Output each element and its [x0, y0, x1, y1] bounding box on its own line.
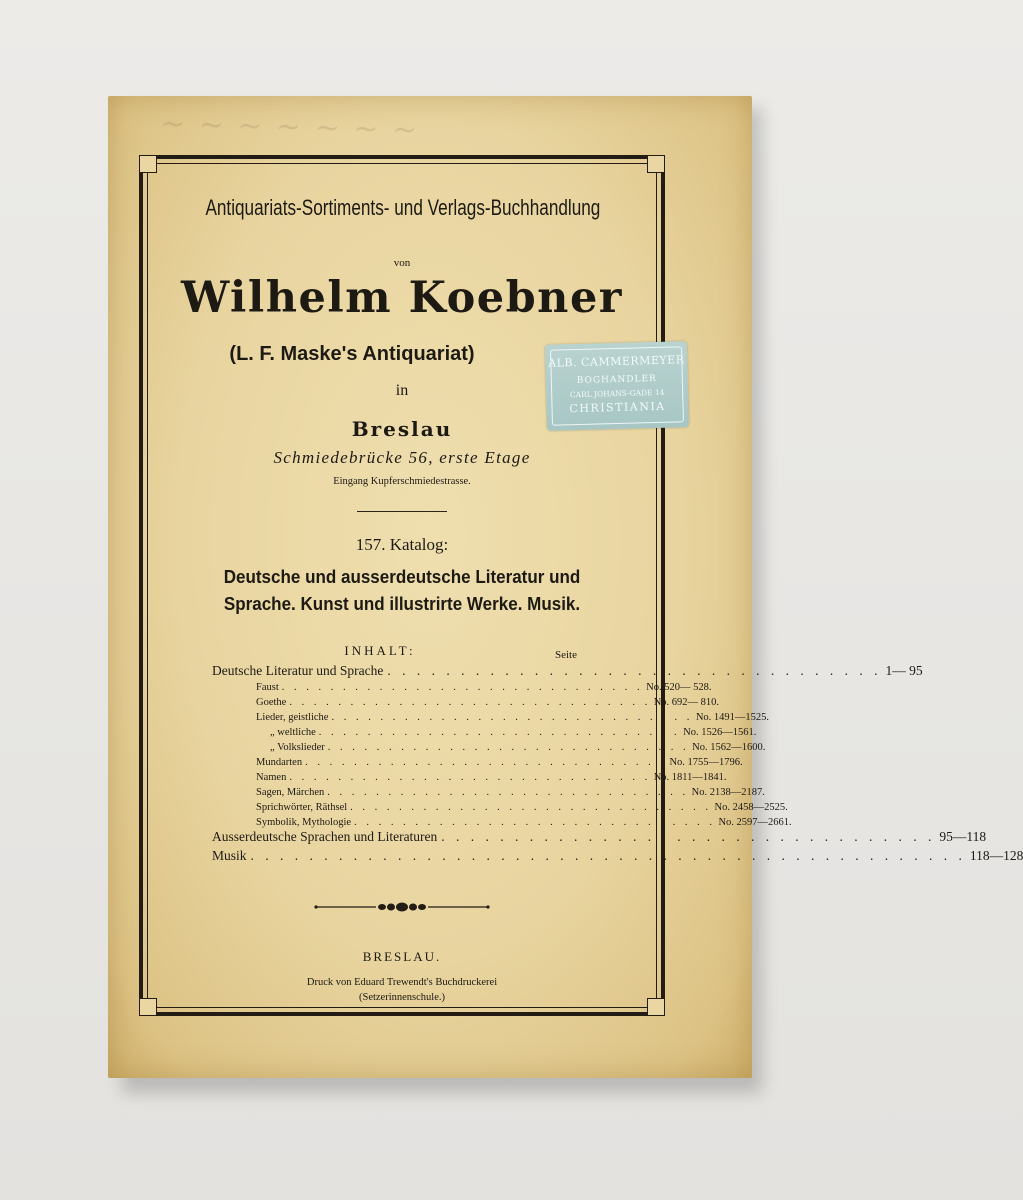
toc-label: Goethe [256, 697, 287, 708]
toc-sub-entry [256, 712, 770, 723]
divider-rule [357, 511, 447, 512]
leader-dots: . . . . . . . . . . . . . . . . . . . . . . . . . . . . . . [354, 817, 716, 828]
toc-label: Faust [256, 682, 279, 693]
leader-dots: . . . . . . . . . . . . . . . . . . . . . . . . . . . . . . . . . . [387, 663, 882, 678]
frame-corner-ornament [647, 155, 665, 173]
leader-dots: . . . . . . . . . . . . . . . . . . . . . . . . . . . . . . . . . . [441, 829, 936, 844]
toc-main-entry [212, 829, 987, 845]
toc-sub-entry [256, 787, 765, 798]
toc-main-entry [212, 663, 923, 679]
leader-dots: . . . . . . . . . . . . . . . . . . . . . . . . . . . . . . [350, 802, 712, 813]
subject-line: Sprache. Kunst und illustrirte Werke. Musik. [223, 593, 581, 614]
bookseller-stamp [545, 341, 689, 431]
toc-label: Musik [212, 848, 247, 863]
catalog-subject [170, 563, 634, 617]
toc-sub-entry [256, 697, 720, 708]
toc-sub-entry [270, 727, 757, 738]
toc-label: „ Volkslieder [270, 742, 325, 753]
page-column-label: Seite [555, 649, 577, 661]
toc-main-entry [212, 848, 1023, 864]
printer-line: Druck von Eduard Trewendt's Buchdruckerei [306, 977, 498, 988]
toc-pages: 95—118 [939, 829, 987, 844]
toc-numbers: No. 520— 528. [646, 682, 712, 693]
toc-label: Ausserdeutsche Sprachen und Literaturen [212, 829, 438, 844]
toc-numbers: No. 692— 810. [653, 697, 720, 708]
publisher-line: Antiquariats-Sortiments- und Verlags-Buchhandlung [205, 195, 601, 220]
contents-heading: INHALT: [344, 643, 416, 658]
leader-dots: . . . . . . . . . . . . . . . . . . . . . . . . . . . . . . [281, 682, 644, 693]
toc-pages: 1— 95 [885, 663, 923, 678]
toc-numbers: No. 1562—1600. [692, 742, 766, 753]
catalog-number: 157. Katalog: [355, 535, 449, 554]
toc-sub-entry [270, 742, 766, 753]
von-word: von [393, 257, 411, 269]
toc-label: Sprichwörter, Räthsel [256, 802, 348, 813]
toc-sub-entry [256, 817, 792, 828]
leader-dots: . . . . . . . . . . . . . . . . . . . . . . . . . . . . . . [289, 697, 651, 708]
frame-corner-ornament [139, 155, 157, 173]
imprint-printer [150, 975, 654, 1005]
entrance-note: Eingang Kupferschmiedestrasse. [333, 476, 471, 487]
stamp-line: CHRISTIANIA [569, 399, 666, 416]
stamp-line: ALB. CAMMERMEYER [548, 353, 685, 370]
toc-numbers: No. 2458—2525. [714, 802, 788, 813]
printer-school: (Setzerinnenschule.) [358, 992, 445, 1003]
toc-sub-entry [256, 757, 743, 768]
publisher-subtitle: (L. F. Maske's Antiquariat) [229, 343, 475, 365]
in-word: in [395, 382, 409, 399]
publisher-name: Wilhelm Koebner [181, 273, 623, 323]
city-name: Breslau [351, 417, 453, 441]
pencil-scribble: ~ ~ ~ ~ ~ ~ ~ [159, 106, 420, 149]
toc-numbers: No. 1811—1841. [653, 772, 727, 783]
stamp-line: BOGHANDLER [576, 373, 658, 387]
street-address: Schmiedebrücke 56, erste Etage [273, 448, 531, 467]
toc-numbers: No. 2138—2187. [691, 787, 765, 798]
toc-label: „ weltliche [270, 727, 316, 738]
leader-dots: . . . . . . . . . . . . . . . . . . . . . . . . . . . . . . [327, 787, 689, 798]
toc-label: Sagen, Märchen [256, 787, 325, 798]
leader-dots: . . . . . . . . . . . . . . . . . . . . . . . . . . . . . . [289, 772, 651, 783]
leader-dots: . . . . . . . . . . . . . . . . . . . . . . . . . . . . . . [331, 712, 693, 723]
toc-sub-entry [256, 802, 788, 813]
toc-label: Lieder, geistliche [256, 712, 329, 723]
stamp-line: CARL JOHANS-GADE 14 [569, 387, 665, 400]
toc-label: Deutsche Literatur und Sprache [212, 663, 384, 678]
subject-line: Deutsche und ausserdeutsche Literatur und [223, 566, 581, 587]
toc-numbers: No. 1526—1561. [683, 727, 757, 738]
leader-dots: . . . . . . . . . . . . . . . . . . . . . . . . . . . . . . [305, 757, 667, 768]
toc-label: Symbolik, Mythologie [256, 817, 352, 828]
leader-dots: . . . . . . . . . . . . . . . . . . . . . . . . . . . . . . . . . . . . . . . . . . . . . . . . . [250, 848, 966, 863]
toc-numbers: No. 1755—1796. [669, 757, 743, 768]
toc-numbers: No. 2597—2661. [718, 817, 792, 828]
toc-pages: 118—128 [969, 848, 1023, 863]
leader-dots: . . . . . . . . . . . . . . . . . . . . . . . . . . . . . . [327, 742, 690, 753]
ornament-divider [314, 899, 490, 915]
toc-sub-entry [256, 682, 712, 693]
toc-sub-entry [256, 772, 727, 783]
toc-label: Mundarten [256, 757, 303, 768]
leader-dots: . . . . . . . . . . . . . . . . . . . . . . . . . . . . . . [318, 727, 681, 738]
imprint-place: BRESLAU. [362, 949, 442, 964]
toc-numbers: No. 1491—1525. [695, 712, 770, 723]
toc-label: Namen [256, 772, 287, 783]
